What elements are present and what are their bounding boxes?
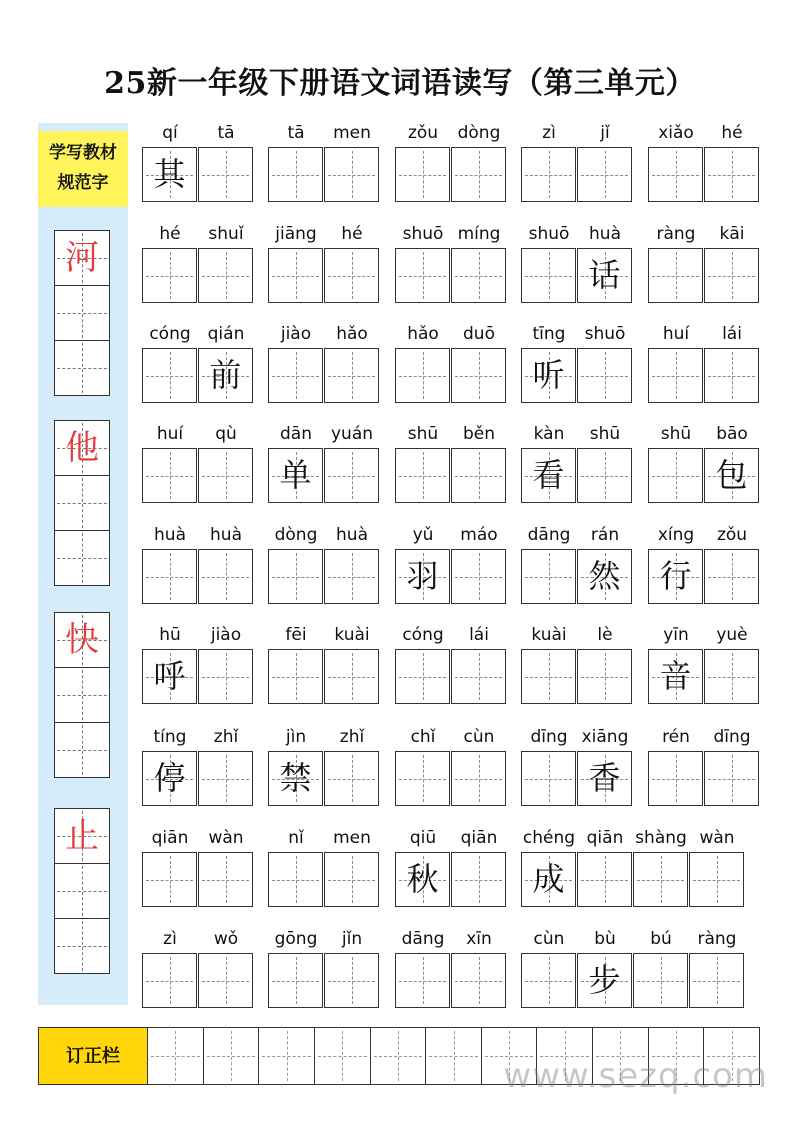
writing-box[interactable] (142, 649, 197, 704)
writing-box[interactable] (142, 348, 197, 403)
pinyin-label: zǒu (407, 123, 439, 143)
writing-box[interactable] (451, 751, 506, 806)
writing-box[interactable] (577, 348, 632, 403)
writing-box[interactable] (704, 248, 759, 303)
writing-box[interactable] (689, 953, 744, 1008)
pinyin-label: nǐ (288, 828, 304, 848)
pinyin-label: qián (207, 324, 245, 344)
pinyin-label: qiān (586, 828, 624, 848)
given-character: 成 (532, 860, 565, 898)
pinyin-label: tíng (153, 727, 187, 747)
writing-box[interactable] (324, 953, 379, 1008)
writing-box[interactable] (268, 751, 323, 806)
given-character: 然 (588, 557, 621, 595)
pinyin-label: gōng (274, 929, 318, 949)
pinyin-label: huí (662, 324, 690, 344)
practice-cell[interactable] (54, 420, 110, 476)
writing-box[interactable] (451, 147, 506, 202)
pinyin-label: jǐn (341, 929, 363, 949)
pinyin-label: zhǐ (339, 727, 365, 747)
given-character: 香 (588, 759, 621, 797)
pinyin-label: qù (215, 424, 237, 444)
given-character: 单 (279, 456, 312, 494)
model-character: 他 (65, 428, 99, 468)
pinyin-label: cóng (149, 324, 191, 344)
pinyin-label: shuō (528, 224, 570, 244)
writing-box[interactable] (198, 448, 253, 503)
writing-box[interactable] (198, 751, 253, 806)
given-character: 行 (659, 557, 692, 595)
practice-cell[interactable] (54, 475, 110, 531)
given-character: 包 (715, 456, 748, 494)
writing-box[interactable] (324, 448, 379, 503)
pinyin-label: xíng (657, 525, 695, 545)
writing-box[interactable] (324, 248, 379, 303)
correction-label: 订正栏 (38, 1027, 148, 1085)
writing-box[interactable] (648, 248, 703, 303)
pinyin-label: hé (159, 224, 181, 244)
writing-box[interactable] (142, 248, 197, 303)
writing-box[interactable] (521, 852, 576, 907)
writing-box[interactable] (142, 953, 197, 1008)
pinyin-label: kāi (719, 224, 745, 244)
writing-box[interactable] (577, 549, 632, 604)
writing-box[interactable] (521, 448, 576, 503)
pinyin-label: jìn (285, 727, 307, 747)
writing-box[interactable] (633, 953, 688, 1008)
writing-box[interactable] (704, 549, 759, 604)
pinyin-label: shuō (402, 224, 444, 244)
writing-box[interactable] (704, 147, 759, 202)
writing-box[interactable] (324, 852, 379, 907)
writing-box[interactable] (521, 248, 576, 303)
pinyin-label: míng (457, 224, 501, 244)
model-character: 快 (65, 620, 99, 660)
writing-box[interactable] (395, 751, 450, 806)
writing-box[interactable] (198, 348, 253, 403)
pinyin-label: huà (154, 525, 186, 545)
sidebar-practice-panel (38, 123, 128, 1005)
correction-cell[interactable] (204, 1027, 260, 1085)
pinyin-label: yuán (330, 424, 374, 444)
writing-box[interactable] (198, 549, 253, 604)
writing-box[interactable] (268, 348, 323, 403)
pinyin-label: huà (210, 525, 242, 545)
practice-cell[interactable] (54, 918, 110, 974)
sidebar-heading-line-2: 规范字 (57, 173, 109, 193)
writing-box[interactable] (577, 953, 632, 1008)
pinyin-label: zǒu (716, 525, 748, 545)
pinyin-label: tīng (532, 324, 566, 344)
pinyin-label: tā (217, 123, 235, 143)
given-character: 话 (588, 256, 621, 294)
pinyin-label: cóng (402, 625, 444, 645)
pinyin-label: dīng (713, 727, 751, 747)
writing-box[interactable] (521, 549, 576, 604)
given-character: 羽 (406, 557, 439, 595)
model-character: 止 (65, 816, 99, 856)
pinyin-label: wàn (208, 828, 244, 848)
pinyin-label: ràng (656, 224, 696, 244)
sidebar-char-group (54, 809, 110, 974)
writing-box[interactable] (451, 649, 506, 704)
writing-box[interactable] (324, 649, 379, 704)
sidebar-heading-line-1: 学写教材 (49, 143, 117, 163)
writing-box[interactable] (451, 248, 506, 303)
writing-box[interactable] (451, 348, 506, 403)
pinyin-label: bù (594, 929, 616, 949)
pinyin-label: dāng (401, 929, 445, 949)
correction-cell[interactable] (315, 1027, 371, 1085)
writing-box[interactable] (577, 147, 632, 202)
given-character: 音 (659, 657, 692, 695)
pinyin-label: lái (469, 625, 489, 645)
pinyin-label: xiǎo (658, 123, 694, 143)
pinyin-label: shuō (584, 324, 626, 344)
writing-box[interactable] (268, 953, 323, 1008)
writing-box[interactable] (577, 448, 632, 503)
pinyin-label: yīn (663, 625, 689, 645)
pinyin-label: dīng (530, 727, 568, 747)
writing-box[interactable] (521, 649, 576, 704)
pinyin-label: qí (162, 123, 178, 143)
writing-box[interactable] (633, 852, 688, 907)
given-character: 听 (532, 356, 565, 394)
writing-box[interactable] (395, 852, 450, 907)
pinyin-label: hé (341, 224, 363, 244)
given-character: 其 (153, 155, 186, 193)
writing-box[interactable] (451, 448, 506, 503)
practice-cell[interactable] (54, 285, 110, 341)
writing-box[interactable] (521, 348, 576, 403)
writing-box[interactable] (395, 549, 450, 604)
writing-box[interactable] (451, 549, 506, 604)
pinyin-label: jiào (210, 625, 242, 645)
writing-box[interactable] (142, 751, 197, 806)
pinyin-label: tā (287, 123, 305, 143)
writing-box[interactable] (648, 549, 703, 604)
pinyin-label: jiāng (275, 224, 317, 244)
writing-box[interactable] (648, 751, 703, 806)
writing-box[interactable] (648, 147, 703, 202)
writing-box[interactable] (198, 852, 253, 907)
writing-box[interactable] (704, 751, 759, 806)
pinyin-label: cùn (533, 929, 565, 949)
writing-box[interactable] (198, 649, 253, 704)
given-character: 停 (153, 759, 186, 797)
writing-box[interactable] (142, 448, 197, 503)
pinyin-label: běn (462, 424, 496, 444)
writing-box[interactable] (577, 852, 632, 907)
writing-box[interactable] (704, 649, 759, 704)
pinyin-label: rén (662, 727, 690, 747)
pinyin-label: huí (156, 424, 184, 444)
pinyin-label: men (333, 828, 371, 848)
writing-box[interactable] (268, 649, 323, 704)
pinyin-label: ràng (697, 929, 737, 949)
writing-box[interactable] (324, 549, 379, 604)
pinyin-label: máo (460, 525, 498, 545)
pinyin-label: wàn (699, 828, 735, 848)
writing-box[interactable] (451, 852, 506, 907)
writing-box[interactable] (268, 147, 323, 202)
writing-box[interactable] (395, 348, 450, 403)
watermark: www.sezq.com (503, 1056, 768, 1096)
pinyin-label: chéng (522, 828, 576, 848)
correction-cell[interactable] (148, 1027, 204, 1085)
practice-cell[interactable] (54, 808, 110, 864)
pinyin-label: jiào (280, 324, 312, 344)
writing-box[interactable] (324, 348, 379, 403)
writing-box[interactable] (704, 348, 759, 403)
writing-box[interactable] (577, 649, 632, 704)
writing-box[interactable] (521, 147, 576, 202)
practice-cell[interactable] (54, 230, 110, 286)
practice-cell[interactable] (54, 667, 110, 723)
pinyin-label: lái (722, 324, 742, 344)
pinyin-label: xiāng (581, 727, 629, 747)
writing-box[interactable] (324, 147, 379, 202)
writing-box[interactable] (268, 448, 323, 503)
pinyin-label: qiān (151, 828, 189, 848)
pinyin-label: jǐ (600, 123, 610, 143)
writing-box[interactable] (521, 953, 576, 1008)
correction-cell[interactable] (426, 1027, 482, 1085)
writing-box[interactable] (577, 751, 632, 806)
writing-box[interactable] (142, 147, 197, 202)
pinyin-label: hǎo (407, 324, 439, 344)
sidebar-char-group (54, 231, 110, 396)
pinyin-label: shuǐ (208, 224, 244, 244)
pinyin-label: shàng (635, 828, 687, 848)
writing-box[interactable] (648, 649, 703, 704)
pinyin-label: dòng (274, 525, 318, 545)
sidebar-heading (38, 131, 128, 207)
writing-box[interactable] (395, 649, 450, 704)
practice-cell[interactable] (54, 863, 110, 919)
given-character: 秋 (406, 860, 439, 898)
writing-box[interactable] (648, 448, 703, 503)
writing-box[interactable] (648, 348, 703, 403)
pinyin-label: yuè (716, 625, 748, 645)
pinyin-label: dòng (457, 123, 501, 143)
pinyin-label: chǐ (410, 727, 436, 747)
correction-cell[interactable] (259, 1027, 315, 1085)
pinyin-label: lè (597, 625, 613, 645)
sidebar-char-group (54, 421, 110, 586)
pinyin-label: fēi (285, 625, 307, 645)
correction-cell[interactable] (371, 1027, 427, 1085)
pinyin-label: huà (336, 525, 368, 545)
pinyin-label: dāng (527, 525, 571, 545)
practice-cell[interactable] (54, 612, 110, 668)
writing-box[interactable] (198, 147, 253, 202)
writing-box[interactable] (395, 147, 450, 202)
pinyin-label: rán (590, 525, 620, 545)
writing-box[interactable] (268, 852, 323, 907)
pinyin-label: men (333, 123, 371, 143)
page-title: 25新一年级下册语文词语读写（第三单元） (104, 66, 696, 101)
pinyin-label: bāo (716, 424, 748, 444)
pinyin-label: zhǐ (213, 727, 239, 747)
pinyin-label: yǔ (412, 525, 434, 545)
writing-box[interactable] (324, 751, 379, 806)
pinyin-label: xīn (466, 929, 492, 949)
practice-cell[interactable] (54, 530, 110, 586)
pinyin-label: shū (660, 424, 692, 444)
pinyin-label: bú (650, 929, 672, 949)
practice-cell[interactable] (54, 722, 110, 778)
writing-box[interactable] (198, 248, 253, 303)
pinyin-label: zì (542, 123, 556, 143)
writing-box[interactable] (142, 852, 197, 907)
pinyin-label: hǎo (336, 324, 368, 344)
pinyin-label: shū (407, 424, 439, 444)
pinyin-label: kuài (334, 625, 370, 645)
given-character: 呼 (153, 657, 186, 695)
given-character: 看 (532, 456, 565, 494)
writing-box[interactable] (689, 852, 744, 907)
sidebar-char-group (54, 613, 110, 778)
pinyin-label: kuài (531, 625, 567, 645)
writing-box[interactable] (395, 953, 450, 1008)
writing-box[interactable] (142, 549, 197, 604)
pinyin-label: kàn (533, 424, 565, 444)
writing-box[interactable] (395, 248, 450, 303)
model-character: 河 (65, 238, 99, 278)
pinyin-label: wǒ (213, 929, 239, 949)
writing-box[interactable] (268, 549, 323, 604)
writing-box[interactable] (268, 248, 323, 303)
pinyin-label: huà (589, 224, 621, 244)
pinyin-label: hé (721, 123, 743, 143)
pinyin-label: shū (589, 424, 621, 444)
writing-box[interactable] (198, 953, 253, 1008)
pinyin-label: duō (463, 324, 495, 344)
given-character: 禁 (279, 759, 312, 797)
pinyin-label: qiū (409, 828, 437, 848)
writing-box[interactable] (451, 953, 506, 1008)
pinyin-label: hū (159, 625, 181, 645)
pinyin-label: qiān (460, 828, 498, 848)
given-character: 前 (209, 356, 242, 394)
pinyin-label: cùn (463, 727, 495, 747)
writing-box[interactable] (395, 448, 450, 503)
writing-box[interactable] (704, 448, 759, 503)
given-character: 步 (588, 961, 621, 999)
pinyin-label: dān (280, 424, 312, 444)
practice-cell[interactable] (54, 340, 110, 396)
writing-box[interactable] (577, 248, 632, 303)
pinyin-label: zì (163, 929, 177, 949)
writing-box[interactable] (521, 751, 576, 806)
